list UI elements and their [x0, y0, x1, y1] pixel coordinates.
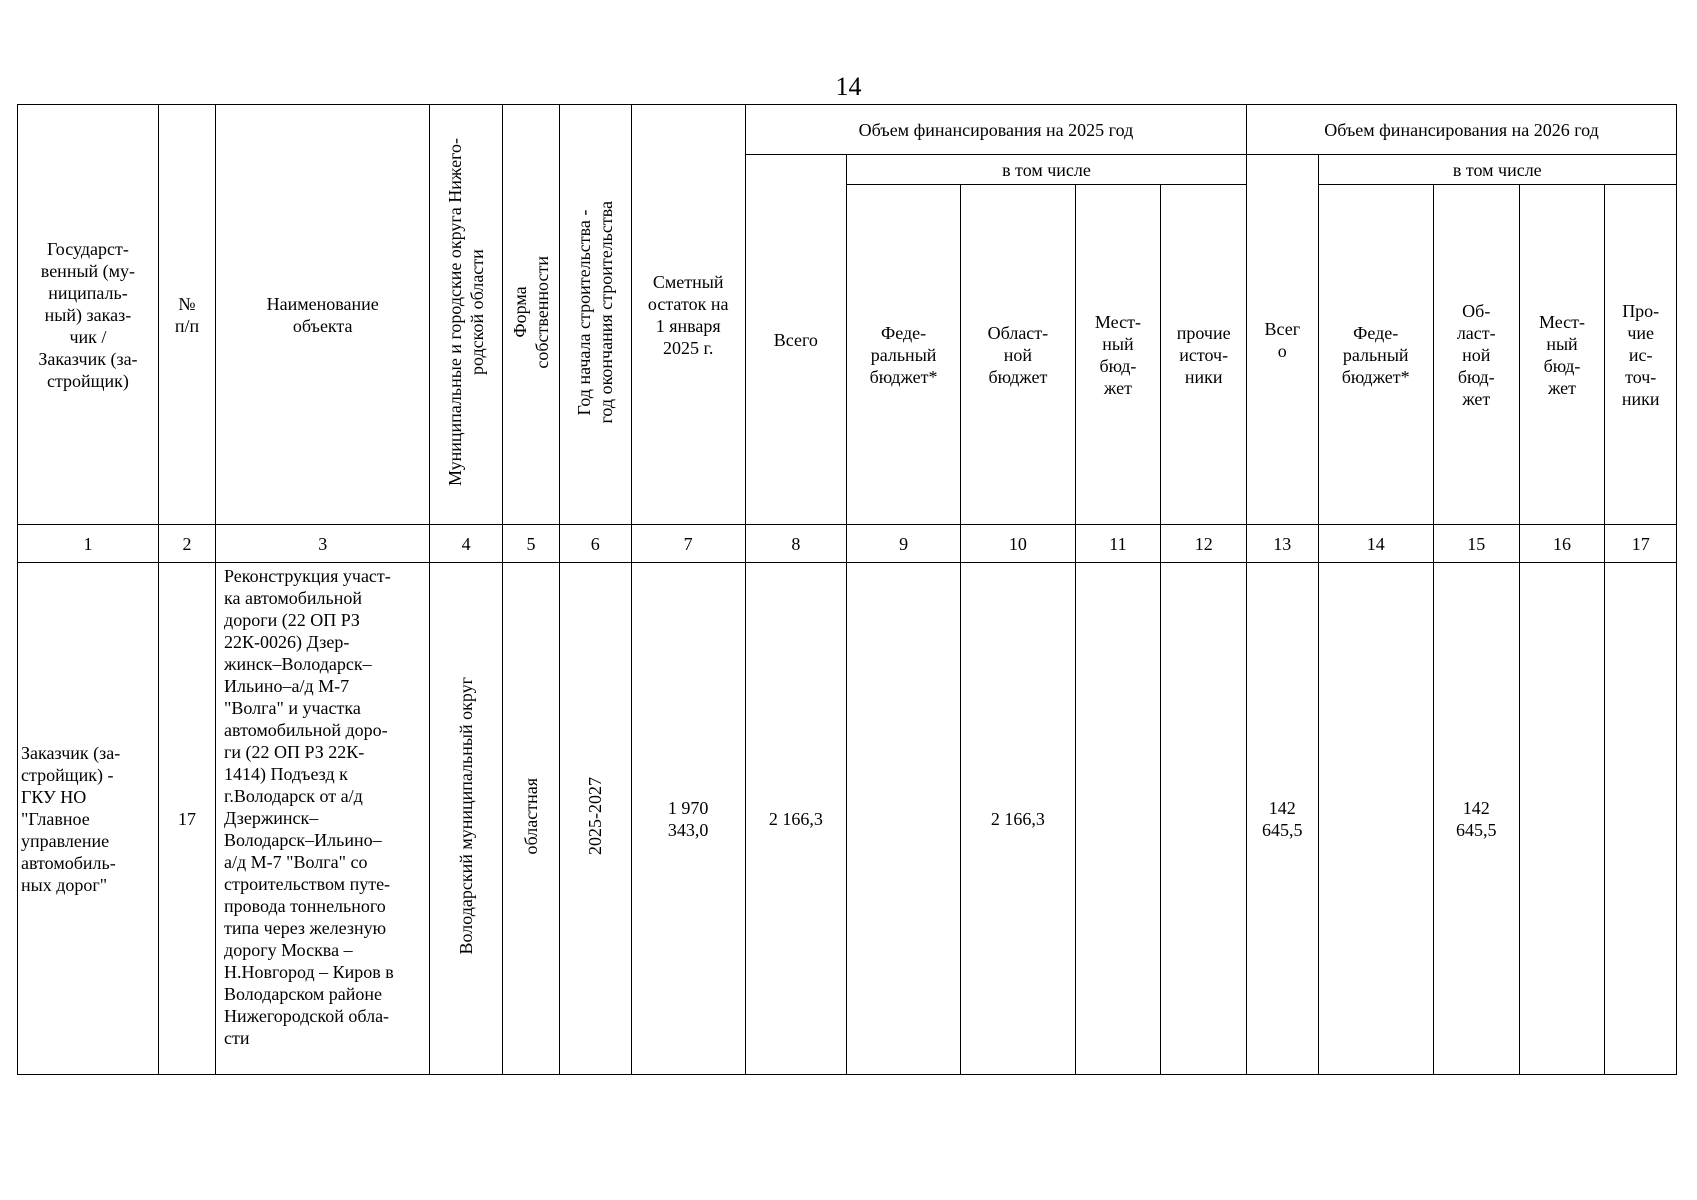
cell-other-2025: [1161, 563, 1247, 1075]
cell-local-2026: [1519, 563, 1605, 1075]
cell-local-2025: [1075, 563, 1161, 1075]
header-customer: Государст- венный (му- ниципаль- ный) заказ- чик / Заказчик (за- стройщик): [18, 105, 159, 525]
column-number: 8: [745, 525, 846, 563]
column-number: 13: [1247, 525, 1318, 563]
cell-regional-2025: 2 166,3: [961, 563, 1075, 1075]
header-other-2026: Про- чие ис- точ- ники: [1605, 185, 1677, 525]
financing-table: [17, 104, 1677, 1075]
cell-total-2025: 2 166,3: [745, 563, 846, 1075]
column-number: 15: [1433, 525, 1519, 563]
header-including-2025: в том числе: [846, 155, 1246, 185]
header-local-2025: Мест- ный бюд- жет: [1075, 185, 1161, 525]
column-number: 6: [560, 525, 631, 563]
page-number: 14: [835, 72, 862, 101]
column-number: 17: [1605, 525, 1677, 563]
header-ownership: Форма собственности: [502, 105, 559, 525]
cell-federal-2026: [1318, 563, 1433, 1075]
column-number: 7: [631, 525, 745, 563]
cell-customer: Заказчик (за- стройщик) - ГКУ НО "Главное управление автомобиль- ных дорог": [18, 563, 159, 1075]
header-years: Год начала строительства - год окончания строительства: [560, 105, 631, 525]
cell-ownership: областная: [502, 563, 559, 1075]
header-municipality: Муниципальные и городские округа Нижего- родской области: [430, 105, 502, 525]
cell-municipality: Володарский муниципальный округ: [430, 563, 502, 1075]
cell-total-2026: 142 645,5: [1247, 563, 1318, 1075]
cell-object-name: Реконструкция участ- ка автомобильной дороги (22 ОП РЗ 22К-0026) Дзер- жинск–Володарск– Ильино–а/д М-7 "Волга" и участка автомобильной доро- ги (22 ОП РЗ 22К- 1414) Подъезд к г.Володарск от а/д Дзержинск– Володарск–Ильино– а/д М-7 "Волга" со строительством путе- провода тоннельного типа через железную дорогу Москва – Н.Новгород – Киров в Володарском районе Нижегородской обла- сти: [216, 563, 430, 1075]
column-number: 16: [1519, 525, 1605, 563]
header-regional-2025: Област- ной бюджет: [961, 185, 1075, 525]
header-financing-2025: Объем финансирования на 2025 год: [745, 105, 1246, 155]
cell-other-2026: [1605, 563, 1677, 1075]
column-number: 9: [846, 525, 960, 563]
header-local-2026: Мест- ный бюд- жет: [1519, 185, 1605, 525]
header-federal-2026: Феде- ральный бюджет*: [1318, 185, 1433, 525]
column-number: 1: [18, 525, 159, 563]
column-number: 3: [216, 525, 430, 563]
header-financing-2026: Объем финансирования на 2026 год: [1247, 105, 1677, 155]
column-number: 4: [430, 525, 502, 563]
column-number: 2: [158, 525, 215, 563]
header-total-2025: Всего: [745, 155, 846, 525]
header-total-2026: Всег о: [1247, 155, 1318, 525]
cell-regional-2026: 142 645,5: [1433, 563, 1519, 1075]
cell-estimate-balance: 1 970 343,0: [631, 563, 745, 1075]
column-number: 10: [961, 525, 1075, 563]
column-number: 14: [1318, 525, 1433, 563]
column-number: 5: [502, 525, 559, 563]
header-federal-2025: Феде- ральный бюджет*: [846, 185, 960, 525]
header-including-2026: в том числе: [1318, 155, 1676, 185]
header-other-2025: прочие источ- ники: [1161, 185, 1247, 525]
cell-federal-2025: [846, 563, 960, 1075]
header-regional-2026: Об- ласт- ной бюд- жет: [1433, 185, 1519, 525]
cell-number: 17: [158, 563, 215, 1075]
column-number-row: [18, 525, 1677, 563]
column-number: 11: [1075, 525, 1161, 563]
cell-years: 2025-2027: [560, 563, 631, 1075]
header-estimate-balance: Сметный остаток на 1 января 2025 г.: [631, 105, 745, 525]
header-object-name: Наименование объекта: [216, 105, 430, 525]
table-row: [18, 563, 1677, 1075]
header-number: № п/п: [158, 105, 215, 525]
column-number: 12: [1161, 525, 1247, 563]
